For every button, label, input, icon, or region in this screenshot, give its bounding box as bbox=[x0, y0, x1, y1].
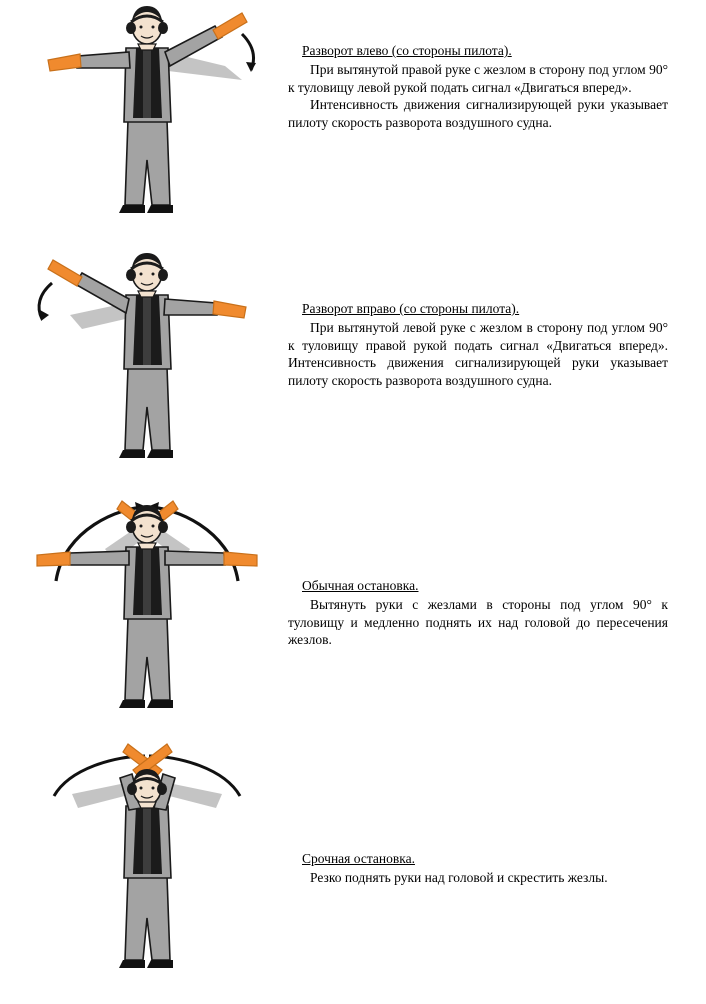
signal-block-emergency-stop bbox=[0, 732, 706, 997]
paragraph-turn-left-1: При вытянутой правой руке с жезлом в сторону под углом 90° к туловищу левой рукой подать сигнал «Двигаться вперед». bbox=[288, 61, 668, 95]
marshaller-emergency-stop-figure bbox=[10, 732, 285, 994]
heading-normal-stop: Обычная остановка. bbox=[302, 578, 419, 593]
heading-turn-right: Разворот вправо (со стороны пилота). bbox=[302, 301, 520, 316]
signal-block-normal-stop bbox=[0, 485, 706, 740]
marshaller-normal-stop-figure bbox=[10, 485, 285, 735]
paragraph-turn-left-2: Интенсивность движения сигнализирующей руки указывает пилоту скорость разворота воздушного судна. bbox=[288, 97, 668, 131]
signal-block-turn-right bbox=[0, 245, 706, 485]
signal-block-turn-left bbox=[0, 0, 706, 245]
paragraph-emergency-stop-1: Резко поднять руки над головой и скрестить жезлы. bbox=[310, 869, 608, 885]
text-emergency-stop bbox=[288, 850, 668, 887]
paragraph-normal-stop-1: Вытянуть руки с жезлами в стороны под углом 90° к туловищу и медленно поднять их над головой до пересечения жезлов. bbox=[288, 596, 668, 648]
heading-turn-left: Разворот влево (со стороны пилота). bbox=[302, 43, 512, 58]
marshaller-turn-left-figure bbox=[10, 0, 285, 240]
text-normal-stop bbox=[288, 577, 668, 649]
heading-emergency-stop: Срочная остановка. bbox=[302, 851, 415, 866]
marshaller-turn-right-figure bbox=[10, 245, 285, 485]
text-turn-right bbox=[288, 300, 668, 390]
paragraph-turn-right-1: При вытянутой левой руке с жезлом в сторону под углом 90° к туловищу правой рукой подать сигнал «Двигаться вперед». Интенсивность движения сигнализирующей руки указывает пилоту скорость разворота воздушного судна. bbox=[288, 319, 668, 389]
text-turn-left bbox=[288, 42, 668, 132]
